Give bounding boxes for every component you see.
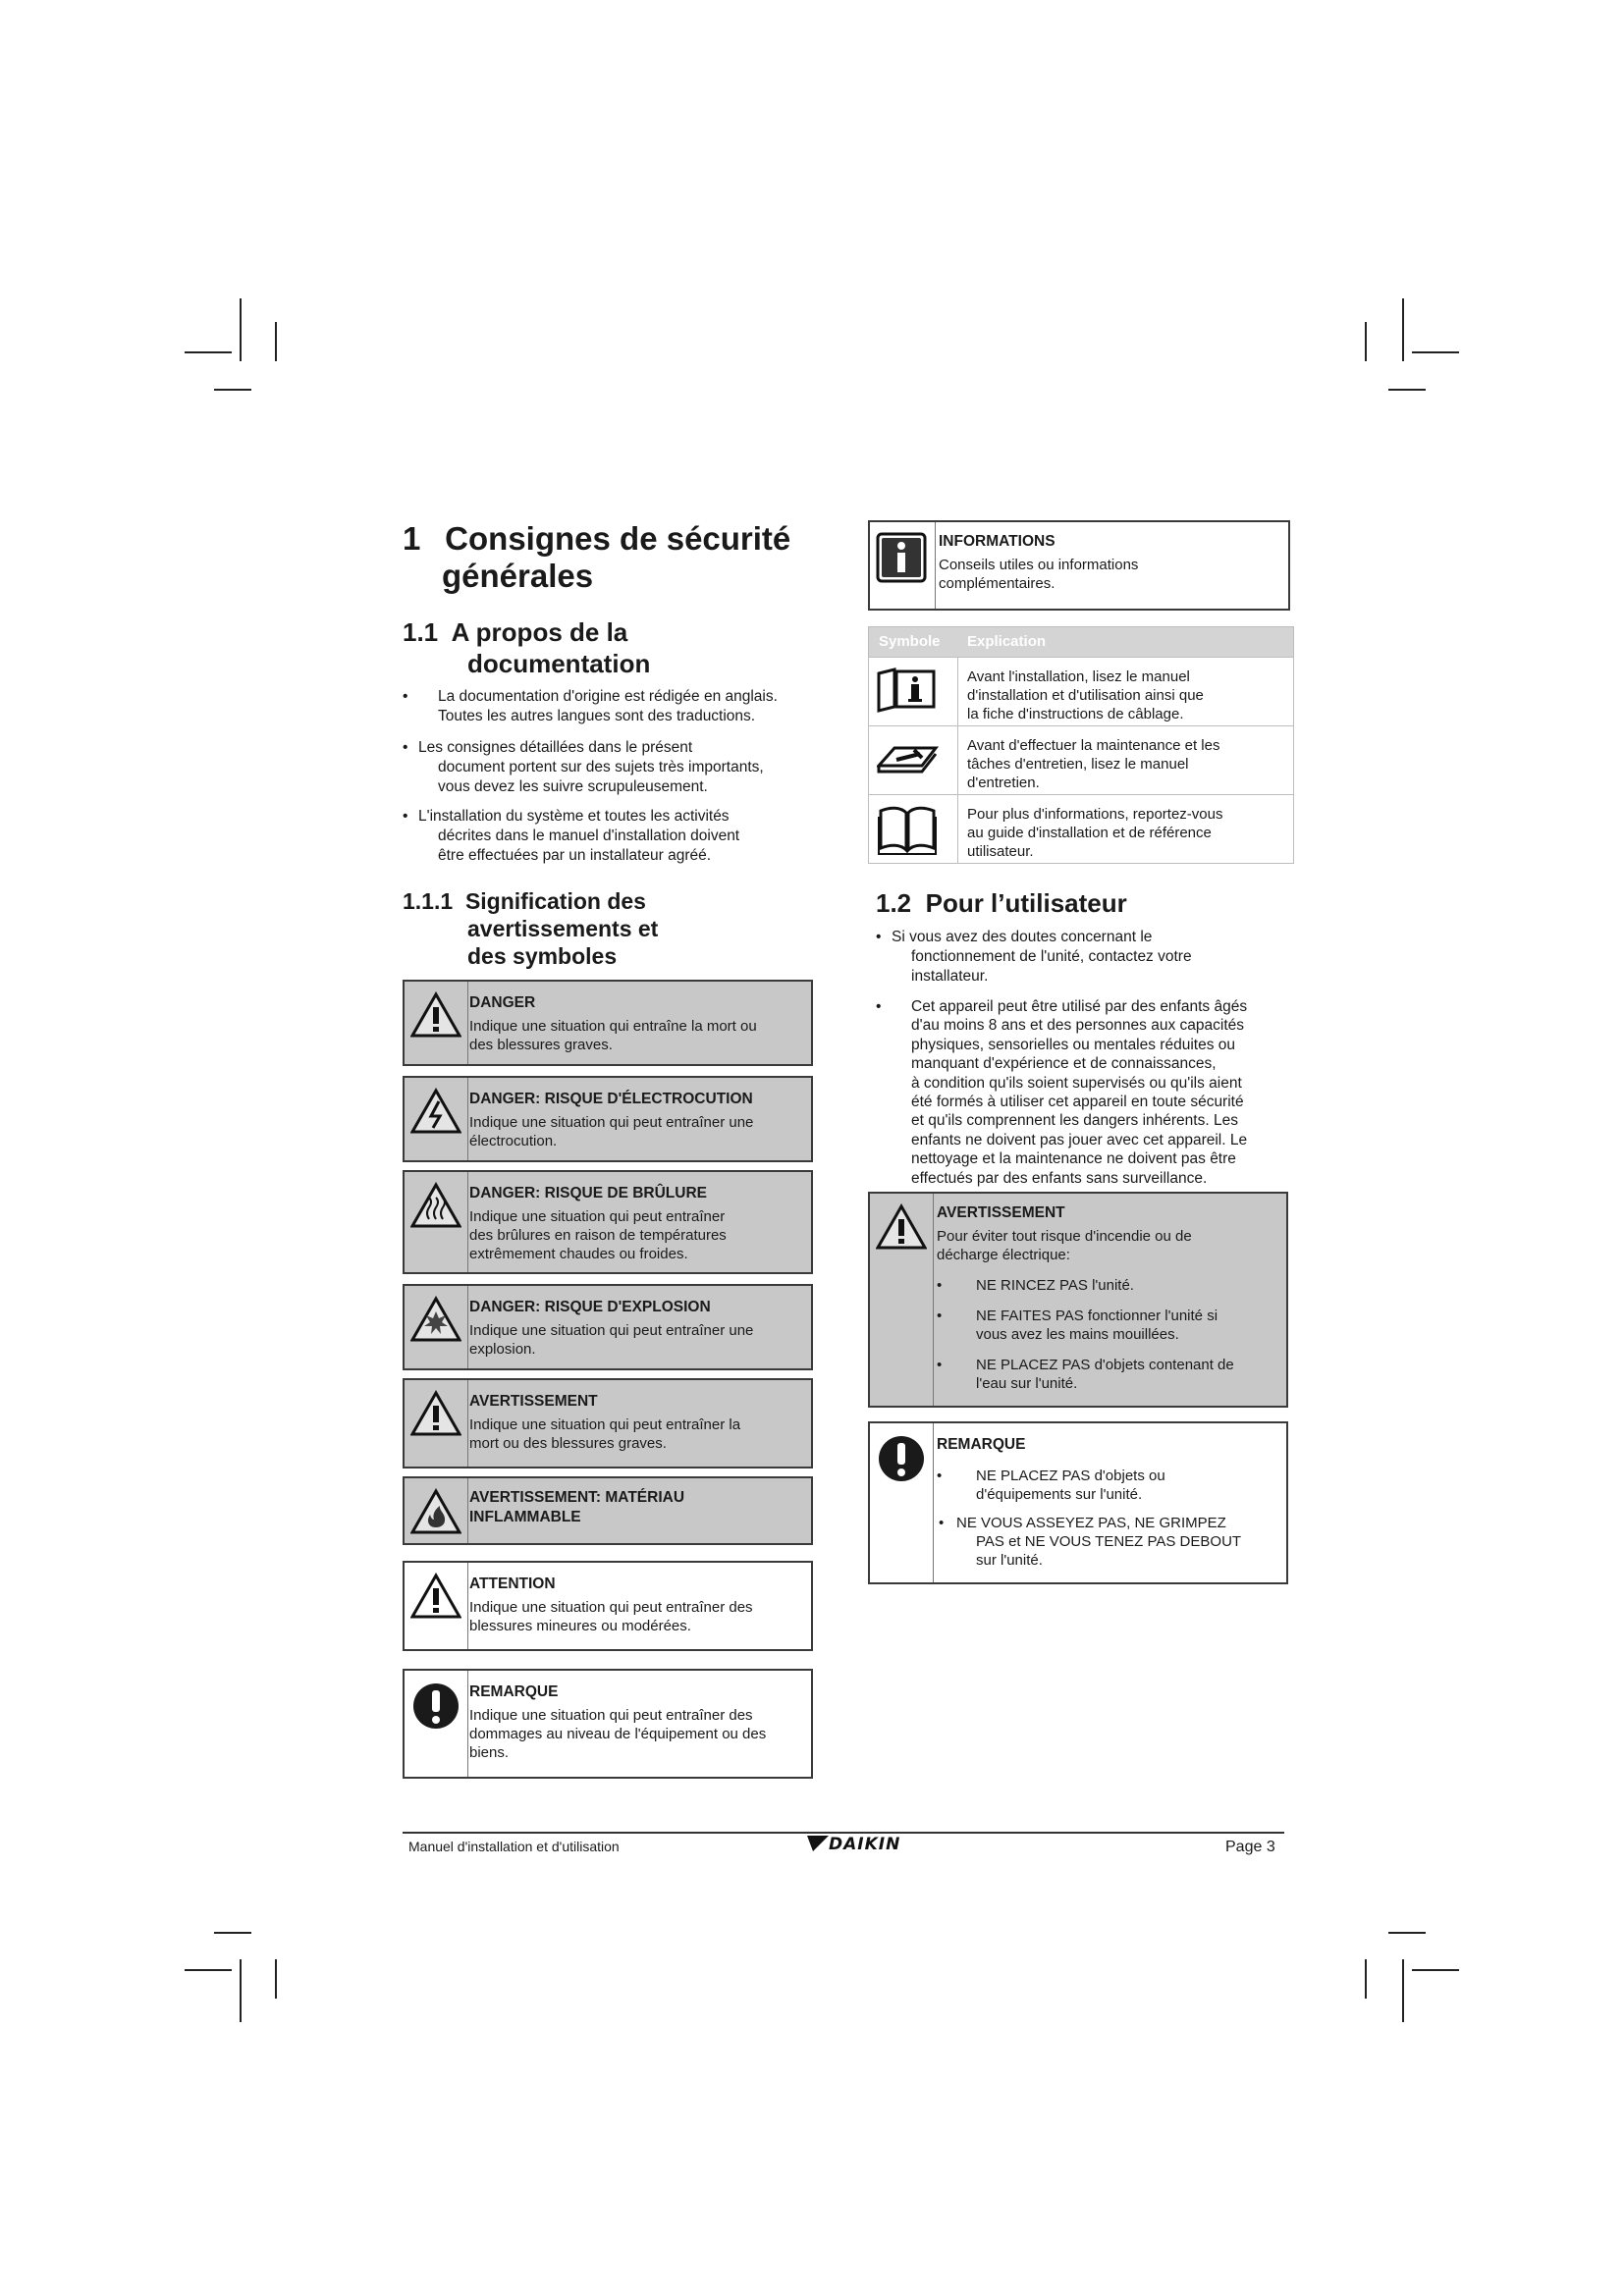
table-row: Avant l'installation, lisez le manuel d'installation et d'utilisation ainsi que la fiche d'instructions de câblage.: [869, 657, 1293, 726]
user-remark-box: REMARQUE • NE PLACEZ PAS d'objets ou d'équipements sur l'unité. • NE VOUS ASSEYEZ PAS, NE GRIMPEZ PAS et NE VOUS TENEZ PAS DEBOUT sur l'unité.: [868, 1421, 1288, 1584]
hazard-box-explosion: DANGER: RISQUE D'EXPLOSION Indique une situation qui peut entraîner une explosion.: [403, 1284, 813, 1370]
hazard-box-electrocution: DANGER: RISQUE D'ÉLECTROCUTION Indique une situation qui peut entraîner une électrocution.: [403, 1076, 813, 1162]
section-heading-1-2: 1.2 Pour l’utilisateur: [876, 888, 1127, 918]
list-item: • NE PLACEZ PAS d'objets ou d'équipements sur l'unité.: [937, 1468, 1165, 1503]
symbol-table-header: Symbole Explication: [869, 627, 1293, 657]
table-row: Pour plus d'informations, reportez-vous au guide d'installation et de référence utilisateur.: [869, 794, 1293, 864]
section-heading-1: 1 Consignes de sécurité générales: [403, 520, 791, 594]
user-warning-box: AVERTISSEMENT Pour éviter tout risque d'incendie ou de décharge électrique: • NE RINCEZ PAS l'unité. • NE FAITES PAS fonctionner l'unité si vous avez les mains mouillées. • NE PLACEZ PAS d'objets contenant de l'eau sur l'unité.: [868, 1192, 1288, 1408]
section-heading-1-1-1: 1.1.1 Signification des avertissements et des symboles: [403, 888, 659, 969]
page-number: Page 3: [1225, 1839, 1275, 1855]
hazard-box-danger: DANGER Indique une situation qui entraîne la mort ou des blessures graves.: [403, 980, 813, 1066]
hazard-box-burn: DANGER: RISQUE DE BRÛLURE Indique une situation qui peut entraîner des brûlures en raison de températures extrêmement chaudes ou froides.: [403, 1170, 813, 1274]
table-row: Avant d'effectuer la maintenance et les tâches d'entretien, lisez le manuel d'entretien.: [869, 725, 1293, 795]
hazard-box-notice: REMARQUE Indique une situation qui peut entraîner des dommages au niveau de l'équipement ou des biens.: [403, 1669, 813, 1779]
list-item: • NE RINCEZ PAS l'unité.: [937, 1277, 1134, 1294]
daikin-logo: DAIKIN: [807, 1835, 900, 1854]
list-item: • NE PLACEZ PAS d'objets contenant de l'eau sur l'unité.: [937, 1357, 1234, 1392]
section-heading-1-1: 1.1 A propos de la documentation: [403, 617, 651, 678]
symbol-table: [868, 626, 1294, 864]
footer-manual-title: Manuel d'installation et d'utilisation: [408, 1839, 620, 1854]
hazard-box-caution: ATTENTION Indique une situation qui peut entraîner des blessures mineures ou modérées.: [403, 1561, 813, 1651]
info-box: INFORMATIONS Conseils utiles ou informations complémentaires.: [868, 520, 1290, 611]
footer-divider: [403, 1832, 1284, 1834]
hazard-box-flammable: AVERTISSEMENT: MATÉRIAU INFLAMMABLE: [403, 1476, 813, 1545]
list-item: • NE VOUS ASSEYEZ PAS, NE GRIMPEZ PAS et NE VOUS TENEZ PAS DEBOUT sur l'unité.: [939, 1515, 1242, 1569]
list-item: • NE FAITES PAS fonctionner l'unité si vous avez les mains mouillées.: [937, 1308, 1218, 1343]
hazard-box-warning: AVERTISSEMENT Indique une situation qui peut entraîner la mort ou des blessures graves.: [403, 1378, 813, 1468]
